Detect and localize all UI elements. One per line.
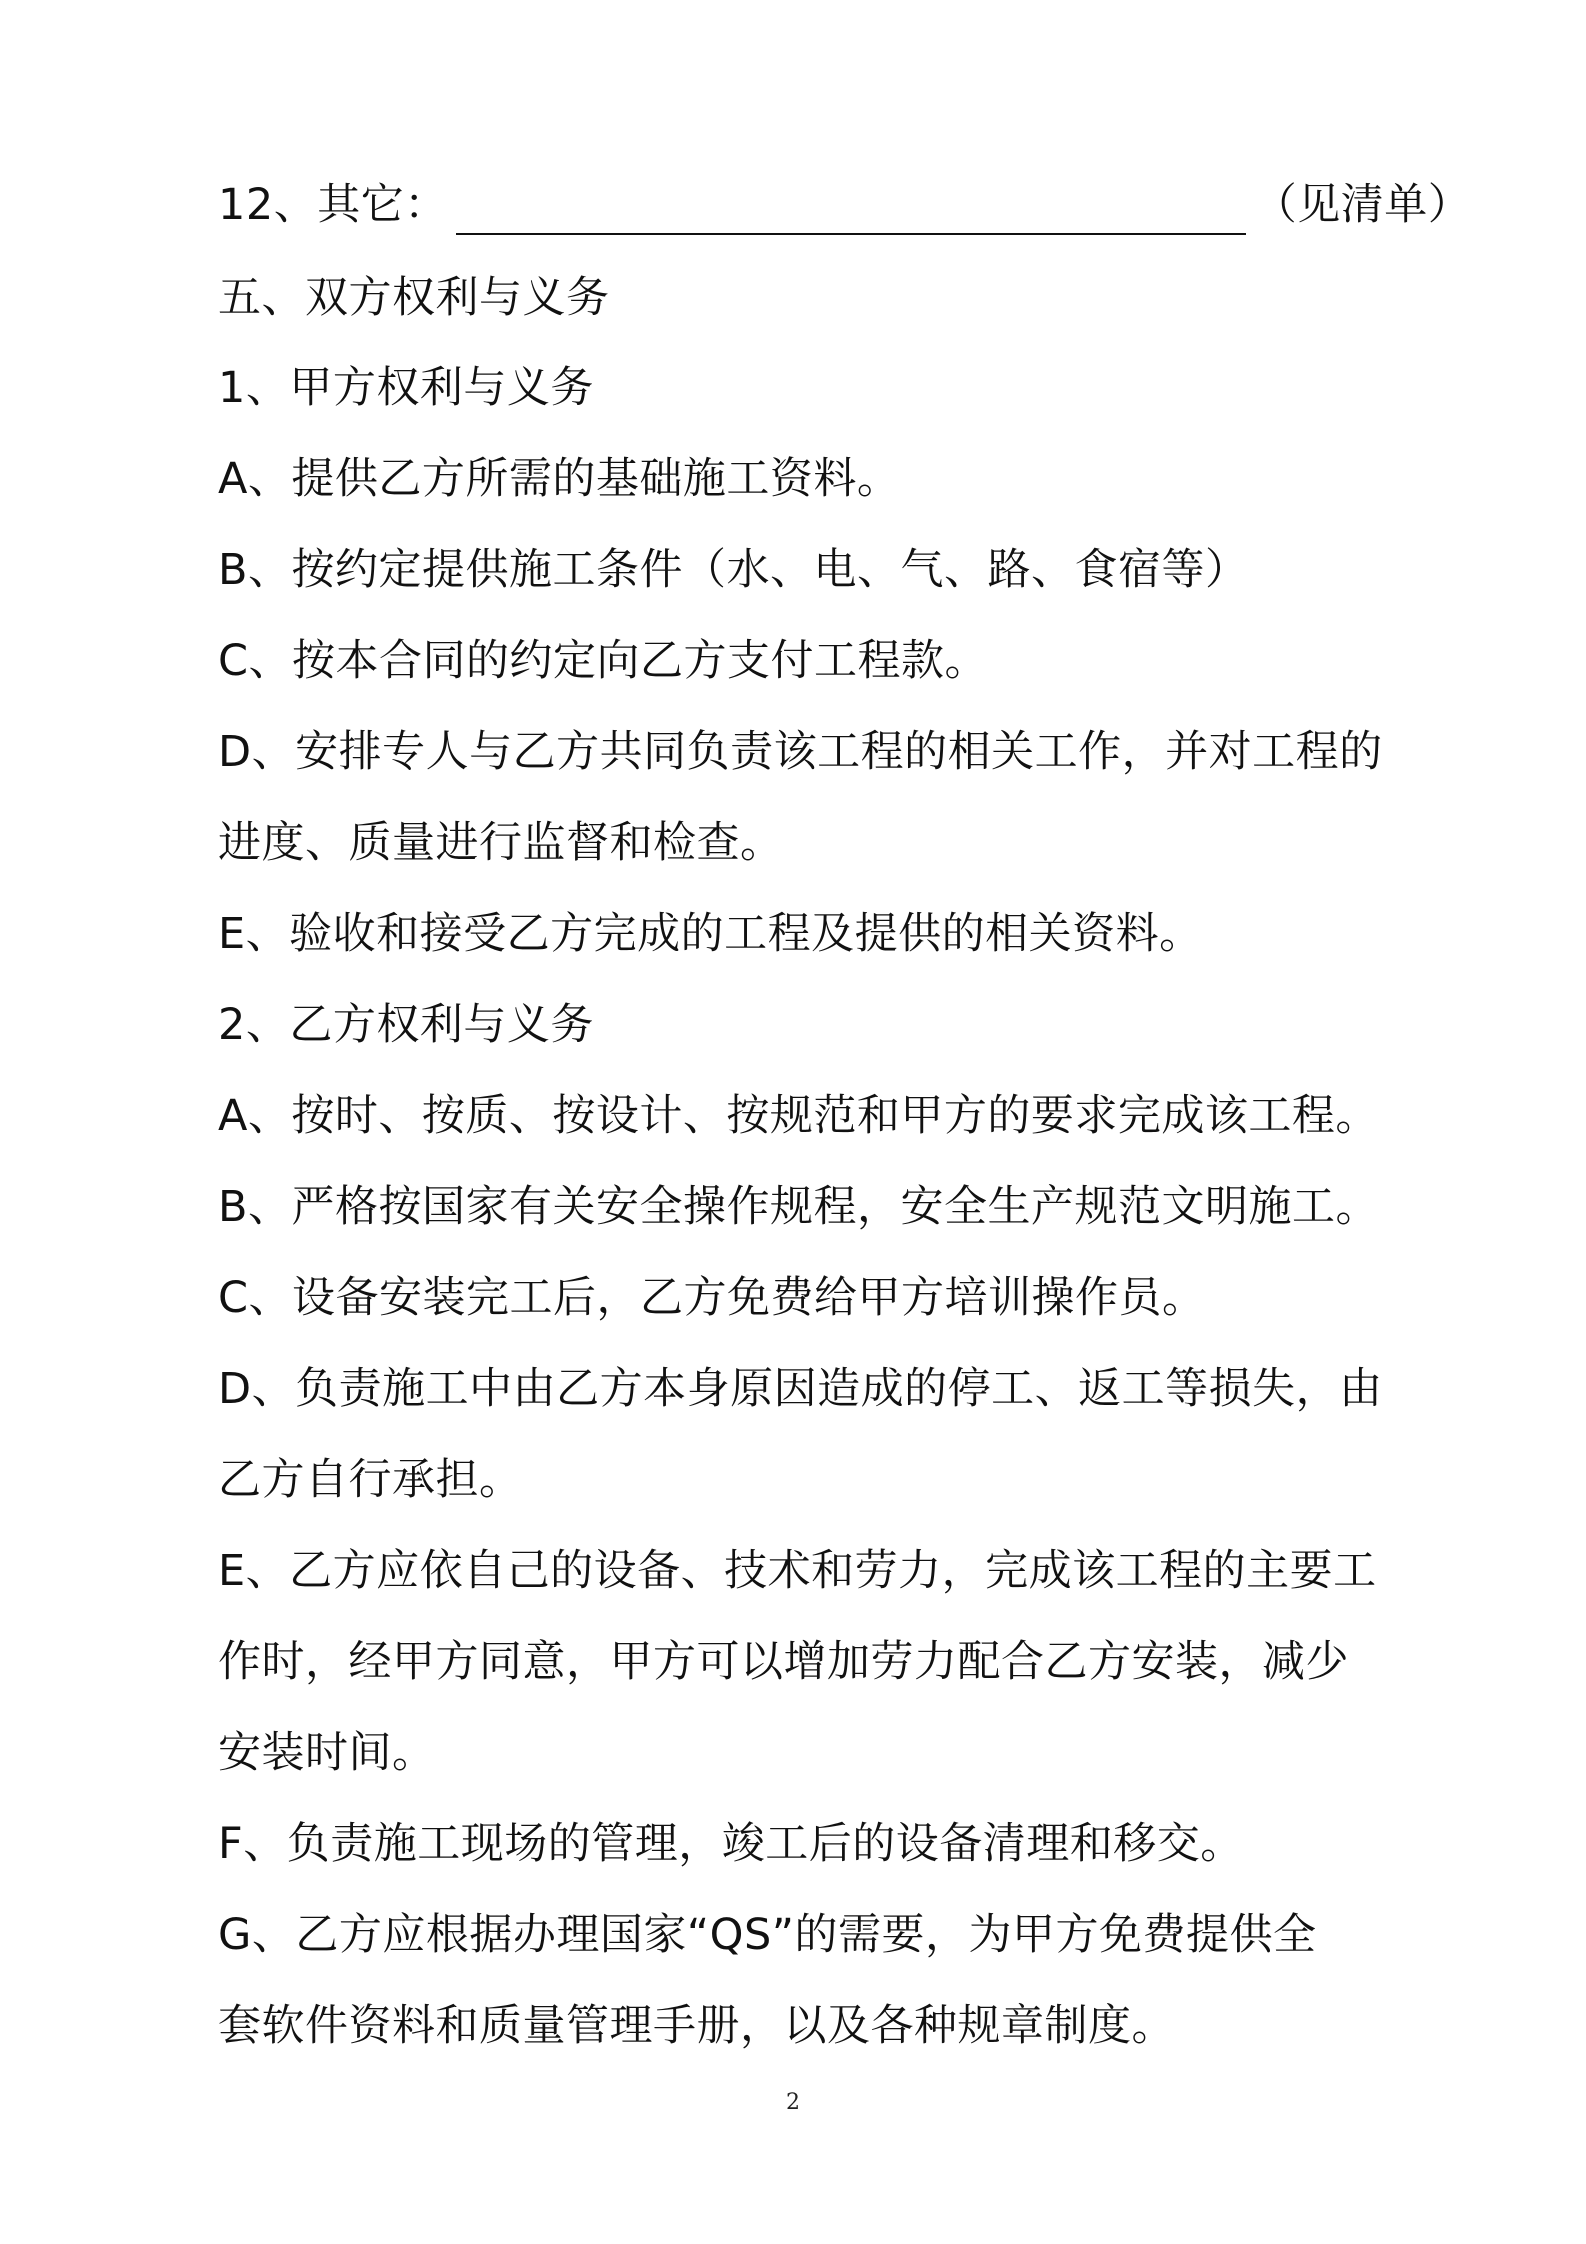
clause-line: G、乙方应根据办理国家“QS”的需要，为甲方免费提供全 [218, 1910, 1317, 1960]
page-number: 2 [786, 2090, 800, 2115]
item-12-label: 12、其它： [218, 180, 448, 230]
clause-line: A、提供乙方所需的基础施工资料。 [218, 454, 901, 504]
clause-line: C、设备安装完工后，乙方免费给甲方培训操作员。 [218, 1273, 1206, 1323]
clause-line: F、负责施工现场的管理，竣工后的设备清理和移交。 [218, 1819, 1244, 1869]
item-12-line [218, 175, 1471, 235]
clause-line: 套软件资料和质量管理手册，以及各种规章制度。 [218, 2001, 1175, 2051]
clause-line: 进度、质量进行监督和检查。 [218, 818, 784, 868]
clause-line: D、安排专人与乙方共同负责该工程的相关工作，并对工程的 [218, 727, 1383, 777]
item-12-suffix: （见清单） [1253, 180, 1472, 230]
fill-in-blank-line [456, 189, 1246, 235]
clause-line: B、按约定提供施工条件（水、电、气、路、食宿等） [218, 545, 1249, 595]
clause-line: 作时，经甲方同意，甲方可以增加劳力配合乙方安装，减少 [218, 1637, 1349, 1687]
clause-line: B、严格按国家有关安全操作规程，安全生产规范文明施工。 [218, 1182, 1379, 1232]
clause-line: A、按时、按质、按设计、按规范和甲方的要求完成该工程。 [218, 1091, 1379, 1141]
clause-line: 安装时间。 [218, 1728, 436, 1778]
clause-line: C、按本合同的约定向乙方支付工程款。 [218, 636, 989, 686]
clause-line: E、乙方应依自己的设备、技术和劳力，完成该工程的主要工 [218, 1546, 1377, 1596]
clause-line: D、负责施工中由乙方本身原因造成的停工、返工等损失，由 [218, 1364, 1383, 1414]
subsection-heading-party-a: 1、甲方权利与义务 [218, 363, 594, 413]
clause-line: E、验收和接受乙方完成的工程及提供的相关资料。 [218, 909, 1203, 959]
subsection-heading-party-b: 2、乙方权利与义务 [218, 1000, 594, 1050]
clause-line: 乙方自行承担。 [218, 1455, 523, 1505]
section-heading-rights-obligations: 五、双方权利与义务 [218, 273, 610, 323]
